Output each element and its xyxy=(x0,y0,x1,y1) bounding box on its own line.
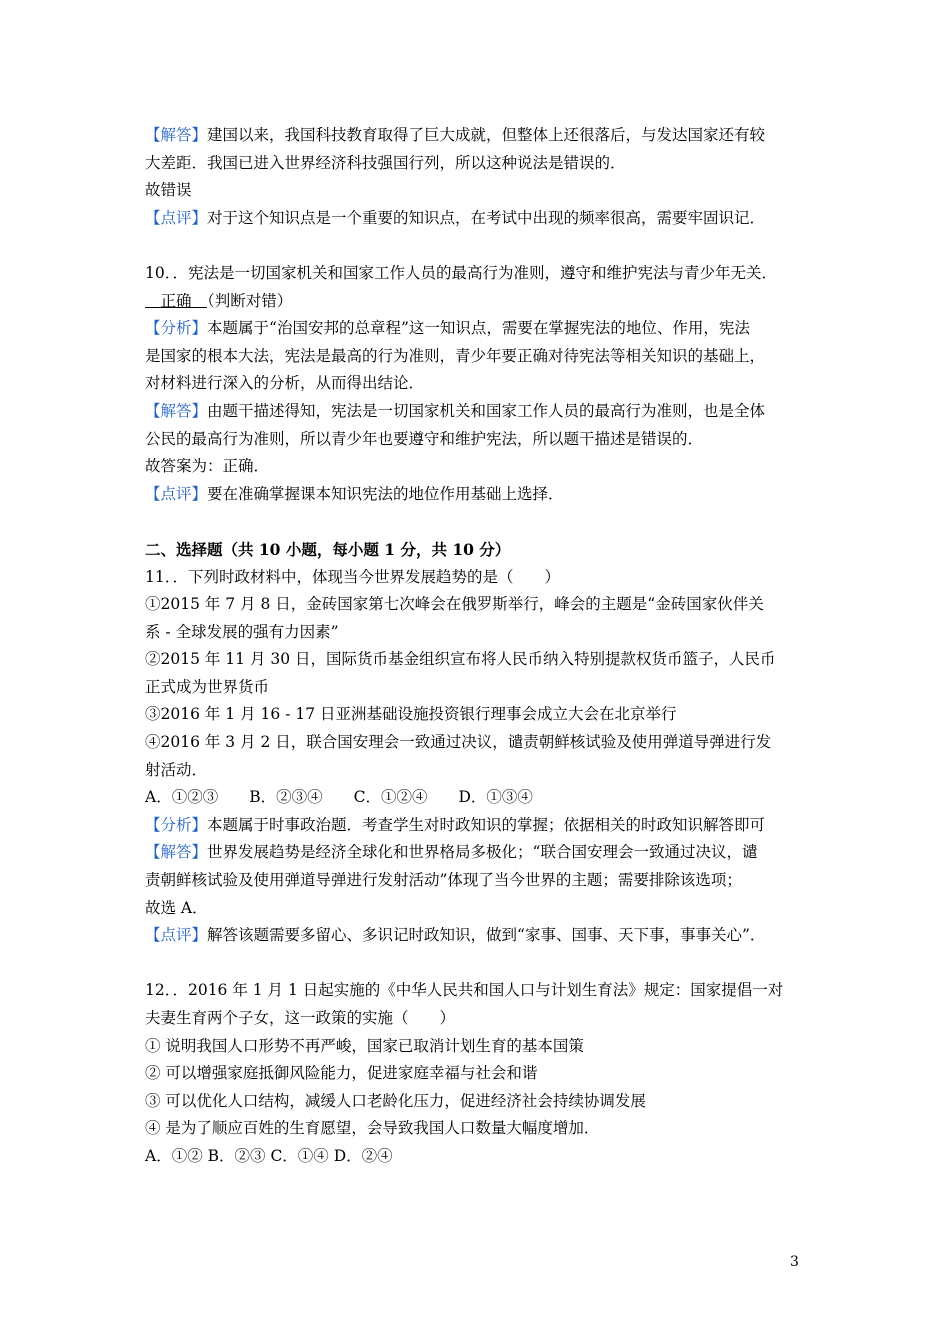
q11-answer-text-1: 世界发展趋势是经济全球化和世界格局多极化；“联合国安理会一致通过决议，谴 xyxy=(207,843,758,862)
page-content xyxy=(145,122,815,1171)
comment-tag: 【点评】 xyxy=(145,484,208,503)
q12-stem-line-2: 夫妻生育两个子女，这一政策的实施（ ） xyxy=(145,1009,456,1027)
q9-answer-line-2: 大差距．我国已进入世界经济科技强国行列，所以这种说法是错误的． xyxy=(145,153,626,172)
q12-item-2: ② 可以增强家庭抵御风险能力，促进家庭幸福与社会和谐 xyxy=(145,1064,538,1083)
q11-analysis-line xyxy=(145,812,815,840)
q11-answer-line-1 xyxy=(145,839,815,867)
q11-item-4-line-2: 射活动． xyxy=(145,760,208,779)
q11-item-3: ③2016 年 1 月 16 - 17 日亚洲基础设施投资银行理事会成立大会在北京举行 xyxy=(145,705,677,724)
q11-item-2-line-2: 正式成为世界货币 xyxy=(145,677,270,696)
q11-options: A．①②③ B．②③④ C．①②④ D．①③④ xyxy=(145,788,533,807)
q9-result: 故错误 xyxy=(145,181,192,200)
q11-item-2-line-1: ②2015 年 11 月 30 日，国际货币基金组织宣布将人民币纳入特别提款权货币篮子，人民币 xyxy=(145,650,776,669)
q10-analysis-line-2: 是国家的根本大法，宪法是最高的行为准则，青少年要正确对待宪法等相关知识的基础上， xyxy=(145,346,766,365)
q12-stem-line-1: 12．．2016 年 1 月 1 日起实施的《中华人民共和国人口与计划生育法》规定：国家提倡一对 xyxy=(145,981,784,1000)
q10-result: 故答案为：正确． xyxy=(145,457,270,476)
q12-item-4: ④ 是为了顺应百姓的生育愿望，会导致我国人口数量大幅度增加． xyxy=(145,1119,600,1138)
spacer xyxy=(145,950,815,978)
q10-answer-blank: 正确 xyxy=(145,291,208,310)
q9-comment-text: 对于这个知识点是一个重要的知识点，在考试中出现的频率很高，需要牢固识记． xyxy=(207,208,766,227)
q9-answer-text-1: 建国以来，我国科技教育取得了巨大成就，但整体上还很落后，与发达国家还有较 xyxy=(207,126,766,144)
q9-answer-line-1 xyxy=(145,122,815,150)
q11-comment-text: 解答该题需要多留心、多识记时政知识，做到“家事、国事、天下事，事事关心”． xyxy=(207,926,766,945)
q12-options: A．①② B．②③ C．①④ D．②④ xyxy=(145,1146,393,1165)
q10-comment-text: 要在准确掌握课本知识宪法的地位作用基础上选择． xyxy=(207,484,564,503)
q11-item-4-line-1: ④2016 年 3 月 2 日，联合国安理会一致通过决议，谴责朝鲜核试验及使用弹道导弹进行发 xyxy=(145,733,772,752)
q11-comment-line xyxy=(145,922,815,950)
section-2-title: 二、选择题（共 10 小题，每小题 1 分，共 10 分） xyxy=(145,539,511,559)
spacer xyxy=(145,508,815,536)
q10-analysis-line-1 xyxy=(145,315,815,343)
q10-answer-line-2: 公民的最高行为准则，所以青少年也要遵守和维护宪法，所以题干描述是错误的． xyxy=(145,429,704,448)
q9-comment-line xyxy=(145,205,815,233)
q10-judge-note: （判断对错） xyxy=(207,291,293,310)
q11-answer-line-2: 责朝鲜核试验及使用弹道导弹进行发射活动”体现了当今世界的主题；需要排除该选项； xyxy=(145,871,742,890)
analysis-tag: 【分析】 xyxy=(145,319,208,338)
q11-result: 故选 A． xyxy=(145,898,208,917)
q10-comment-line xyxy=(145,481,815,509)
answer-tag: 【解答】 xyxy=(145,126,208,144)
comment-tag: 【点评】 xyxy=(145,926,208,945)
q11-item-1-line-1: ①2015 年 7 月 8 日，金砖国家第七次峰会在俄罗斯举行，峰会的主题是“金砖国家伙伴关 xyxy=(145,595,764,614)
answer-tag: 【解答】 xyxy=(145,843,208,862)
q10-answer-blank-line xyxy=(145,288,815,316)
q11-item-1-line-2: 系 - 全球发展的强有力因素” xyxy=(145,622,339,641)
answer-tag: 【解答】 xyxy=(145,401,208,420)
page-number: 3 xyxy=(790,1254,799,1270)
analysis-tag: 【分析】 xyxy=(145,815,208,834)
q11-analysis-text: 本题属于时事政治题．考查学生对时政知识的掌握；依据相关的时政知识解答即可 xyxy=(207,815,766,834)
q12-item-3: ③ 可以优化人口结构，减缓人口老龄化压力，促进经济社会持续协调发展 xyxy=(145,1091,646,1110)
q11-stem: 11．．下列时政材料中，体现当今世界发展趋势的是（ ） xyxy=(145,567,560,586)
q10-answer-text-1: 由题干描述得知，宪法是一切国家机关和国家工作人员的最高行为准则，也是全体 xyxy=(207,401,766,420)
q10-analysis-text-1: 本题属于“治国安邦的总章程”这一知识点，需要在掌握宪法的地位、作用，宪法 xyxy=(207,319,750,338)
spacer xyxy=(145,232,815,260)
comment-tag: 【点评】 xyxy=(145,208,208,227)
q10-analysis-line-3: 对材料进行深入的分析，从而得出结论． xyxy=(145,374,425,393)
q10-stem: 10．．宪法是一切国家机关和国家工作人员的最高行为准则，遵守和维护宪法与青少年无关． xyxy=(145,263,777,282)
q12-item-1: ① 说明我国人口形势不再严峻，国家已取消计划生育的基本国策 xyxy=(145,1036,584,1055)
q10-answer-line-1 xyxy=(145,398,815,426)
